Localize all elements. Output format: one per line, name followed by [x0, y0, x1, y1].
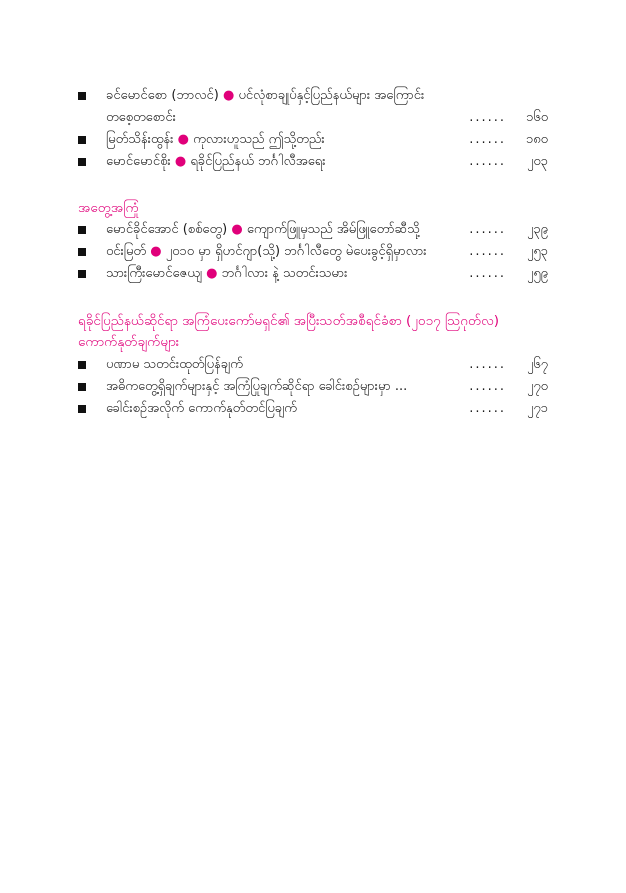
- pink-dot-icon: ●: [177, 132, 189, 147]
- dot-leader: ......: [469, 244, 506, 259]
- bullet-icon: [78, 92, 86, 100]
- pink-dot-icon: ●: [206, 266, 218, 281]
- entry-author: သားကြီးမောင်ဇေယျ: [106, 266, 202, 281]
- entry-text: [106, 263, 458, 285]
- toc-entry-9[interactable]: [78, 398, 548, 420]
- page-number: ၂၅၃: [526, 244, 548, 259]
- entry-title: ခေါင်းစဉ်အလိုက် ကောက်နုတ်တင်ပြချက်: [106, 401, 297, 416]
- toc-entry-6[interactable]: [78, 263, 548, 285]
- entry-title: ပဏာမ သတင်းထုတ်ပြန်ချက်: [106, 357, 243, 372]
- entry-author: ခင်မောင်စော (ဘာလင်): [106, 88, 219, 103]
- bullet-icon: [78, 270, 86, 278]
- page-number: ၂၃၉: [526, 222, 548, 237]
- pink-dot-icon: ●: [222, 88, 235, 103]
- toc-entry-8[interactable]: [78, 376, 548, 398]
- bullet-icon: [78, 136, 86, 144]
- page-number: ၂၆၇: [526, 357, 548, 372]
- section-heading-excerpts: ကောက်နုတ်ချက်များ: [78, 334, 180, 350]
- page-number: ၁၆၀: [526, 110, 548, 125]
- toc-entry-5[interactable]: [78, 241, 548, 263]
- section-heading-experience: အတွေ့အကြုံ: [78, 200, 139, 216]
- pink-dot-icon: ●: [150, 244, 162, 259]
- dot-leader: ......: [469, 154, 506, 169]
- bullet-icon: [78, 383, 86, 391]
- bullet-icon: [78, 405, 86, 413]
- toc-entry-1[interactable]: [78, 85, 548, 129]
- dot-leader: ......: [469, 222, 506, 237]
- toc-entry-3[interactable]: [78, 151, 548, 173]
- section-heading-commission-report: ရခိုင်ပြည်နယ်ဆိုင်ရာ အကြံပေးကော်မရှင်၏ အပြီးသတ်အစီရင်ခံစာ (၂၀၁၇ ဩဂုတ်လ): [78, 313, 500, 329]
- bullet-icon: [78, 248, 86, 256]
- entry-title: ၂၀၁၀ မှာ ရှိဟင်ဂျာ(သို့) ဘင်္ဂါလီတွေ မဲပေးခွင့်ရှိမှာလား: [165, 244, 427, 259]
- entry-title: ပင်လုံစာချုပ်နှင့်ပြည်နယ်များ အကြောင်း: [238, 88, 425, 103]
- dot-leader: ......: [469, 357, 506, 372]
- entry-text: [106, 219, 458, 241]
- page-number: ၂၀၃: [526, 154, 548, 169]
- toc-entry-2[interactable]: [78, 129, 548, 151]
- dot-leader: ......: [469, 266, 506, 281]
- dot-leader: ......: [469, 401, 506, 416]
- toc-entry-4[interactable]: [78, 219, 548, 241]
- page-number: ၁၈၀: [525, 132, 548, 147]
- bullet-icon: [78, 158, 86, 166]
- entry-text: [106, 151, 458, 173]
- entry-title-continued: တစေ့တစောင်း: [106, 110, 176, 125]
- page-number: ၂၇၁: [526, 401, 548, 416]
- dot-leader: ......: [469, 132, 506, 147]
- entry-text: [106, 129, 458, 151]
- dot-leader: ......: [469, 110, 506, 125]
- toc-entry-7[interactable]: [78, 354, 548, 376]
- dot-leader: ......: [469, 379, 506, 394]
- pink-dot-icon: ●: [174, 154, 187, 169]
- entry-title: ကျောက်ဖြူမှသည် အိမ်ဖြူတော်ဆီသို့: [246, 222, 420, 237]
- entry-title: အဓိကတွေ့ရှိချက်များနှင့် အကြံပြုချက်ဆိုင်ရာ ခေါင်းစဉ်များမှာ ...: [106, 379, 408, 394]
- entry-title: ဘင်္ဂါလား နဲ့ သတင်းသမား: [221, 266, 348, 281]
- entry-text: [106, 85, 458, 107]
- entry-author: မောင်မောင်စိုး: [106, 154, 171, 169]
- entry-author: မောင်ခိုင်အောင် (စစ်တွေ): [106, 222, 228, 237]
- pink-dot-icon: ●: [231, 222, 243, 237]
- page-number: ၂၅၉: [526, 266, 548, 281]
- bullet-icon: [78, 226, 86, 234]
- entry-text: [106, 241, 458, 263]
- entry-title: ရခိုင်ပြည်နယ် ဘင်္ဂါလီအရေး: [190, 154, 326, 169]
- entry-title: ကုလားဟူသည် ဤသို့တည်း: [193, 132, 325, 147]
- bullet-icon: [78, 361, 86, 369]
- entry-author: မြတ်သိန်းထွန်း: [106, 132, 174, 147]
- entry-author: ဝင်းမြတ်: [106, 244, 147, 259]
- page-number: ၂၇၀: [526, 379, 548, 394]
